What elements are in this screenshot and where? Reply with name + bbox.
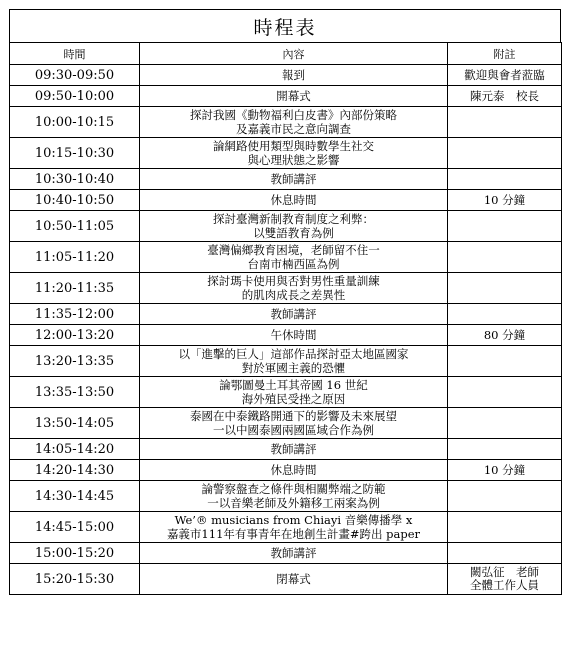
note-cell — [448, 325, 562, 346]
note-cell — [448, 273, 562, 304]
note-cell — [448, 460, 562, 481]
content-cell — [140, 169, 448, 190]
content-cell — [140, 564, 448, 595]
content-line: 探討我國《動物福利白皮書》內部份策略 — [190, 108, 397, 122]
content-line: 論網路使用類型與時數學生社交 — [213, 139, 374, 153]
content-line: 以「進擊的巨人」這部作品探討亞太地區國家 — [178, 347, 409, 361]
table-row — [10, 460, 562, 481]
note-cell — [448, 242, 562, 273]
table-row — [10, 65, 562, 86]
note-cell — [448, 408, 562, 439]
note-line: 10 分鐘 — [483, 192, 526, 207]
content-line: 報到 — [282, 68, 305, 82]
content-cell — [140, 190, 448, 211]
content-cell — [140, 481, 448, 512]
note-cell — [448, 481, 562, 512]
schedule-sheet — [9, 9, 561, 595]
time-cell: 13:35-13:50 — [10, 377, 140, 408]
note-cell — [448, 138, 562, 169]
time-cell: 14:30-14:45 — [10, 481, 140, 512]
content-line: 與心理狀態之影響 — [247, 153, 340, 167]
time-cell: 10:50-11:05 — [10, 211, 140, 242]
content-cell — [140, 107, 448, 138]
note-cell — [448, 304, 562, 325]
note-cell — [448, 512, 562, 543]
content-cell — [140, 273, 448, 304]
content-line: 探討臺灣新制教育制度之利弊： — [213, 212, 374, 226]
content-cell — [140, 138, 448, 169]
content-line: 論警察盤查之條件與相關弊端之防範 — [201, 482, 386, 496]
content-line: 教師講評 — [270, 307, 317, 321]
content-line: 臺灣偏鄉教育困境，老師留不住一 — [207, 243, 380, 257]
content-line: 一以中國泰國兩國區域合作為例 — [213, 423, 374, 437]
schedule-table — [9, 42, 562, 595]
time-cell: 13:20-13:35 — [10, 346, 140, 377]
table-row — [10, 169, 562, 190]
note-cell — [448, 564, 562, 595]
content-line: 台南市楠西區為例 — [247, 257, 340, 271]
time-cell: 12:00-13:20 — [10, 325, 140, 346]
table-row — [10, 190, 562, 211]
content-line: 嘉義市111年有事青年在地創生計畫#跨出 paper — [166, 527, 421, 541]
note-cell — [448, 543, 562, 564]
content-cell — [140, 325, 448, 346]
time-cell: 13:50-14:05 — [10, 408, 140, 439]
table-row — [10, 564, 562, 595]
table-row — [10, 377, 562, 408]
content-line: 的肌肉成長之差異性 — [241, 288, 346, 302]
content-line: 教師講評 — [270, 442, 317, 456]
content-line: 探討瑪卡使用與否對男性重量訓練 — [207, 274, 380, 288]
table-row — [10, 107, 562, 138]
content-cell — [140, 408, 448, 439]
table-row — [10, 408, 562, 439]
time-cell: 15:00-15:20 — [10, 543, 140, 564]
note-cell — [448, 211, 562, 242]
time-cell: 10:00-10:15 — [10, 107, 140, 138]
time-cell: 14:20-14:30 — [10, 460, 140, 481]
table-row — [10, 512, 562, 543]
note-line: 10 分鐘 — [483, 462, 526, 477]
table-row — [10, 211, 562, 242]
time-cell: 10:15-10:30 — [10, 138, 140, 169]
content-cell — [140, 512, 448, 543]
note-line: 歡迎與會者蒞臨 — [464, 67, 545, 82]
content-cell — [140, 242, 448, 273]
note-cell — [448, 346, 562, 377]
time-cell: 10:40-10:50 — [10, 190, 140, 211]
note-cell — [448, 169, 562, 190]
time-cell: 10:30-10:40 — [10, 169, 140, 190]
content-line: 對於軍國主義的恐懼 — [241, 361, 346, 375]
content-cell — [140, 65, 448, 86]
time-cell: 09:30-09:50 — [10, 65, 140, 86]
table-row — [10, 543, 562, 564]
content-line: 休息時間 — [270, 463, 317, 477]
content-line: 休息時間 — [270, 193, 317, 207]
content-line: 教師講評 — [270, 546, 317, 560]
content-cell — [140, 377, 448, 408]
content-line: 教師講評 — [270, 172, 317, 186]
schedule-title: 時程表 — [9, 9, 561, 42]
content-cell — [140, 460, 448, 481]
note-cell — [448, 190, 562, 211]
header-time: 時間 — [10, 43, 140, 65]
note-cell — [448, 377, 562, 408]
content-cell — [140, 211, 448, 242]
content-line: 午休時間 — [270, 328, 317, 342]
table-row — [10, 481, 562, 512]
content-line: 海外殖民受挫之原因 — [241, 392, 346, 406]
table-row — [10, 86, 562, 107]
content-line: 論鄂圖曼土耳其帝國 16 世紀 — [219, 378, 368, 392]
table-row — [10, 439, 562, 460]
time-cell: 14:45-15:00 — [10, 512, 140, 543]
header-note: 附註 — [448, 43, 562, 65]
table-row — [10, 346, 562, 377]
header-content: 內容 — [140, 43, 448, 65]
table-row — [10, 304, 562, 325]
content-cell — [140, 346, 448, 377]
content-cell — [140, 543, 448, 564]
note-line: 全體工作人員 — [470, 578, 539, 592]
content-line: 泰國在中泰鐵路開通下的影響及未來展望 — [190, 409, 397, 423]
content-cell — [140, 304, 448, 325]
time-cell: 15:20-15:30 — [10, 564, 140, 595]
time-cell: 11:35-12:00 — [10, 304, 140, 325]
time-cell: 11:05-11:20 — [10, 242, 140, 273]
content-line: We’® musicians from Chiayi 音樂傳播學 x — [174, 513, 413, 527]
time-cell: 09:50-10:00 — [10, 86, 140, 107]
table-row — [10, 242, 562, 273]
content-line: 及嘉義市民之意向調查 — [236, 122, 351, 136]
table-row — [10, 325, 562, 346]
note-cell — [448, 65, 562, 86]
content-cell — [140, 86, 448, 107]
content-cell — [140, 439, 448, 460]
schedule-body — [10, 65, 562, 595]
note-line: 闕弘征 老師 — [470, 565, 539, 579]
note-cell — [448, 107, 562, 138]
content-line: 以雙語教育為例 — [253, 226, 334, 240]
note-line: 陳元泰 校長 — [470, 88, 539, 103]
content-line: 一以音樂老師及外籍移工兩案為例 — [207, 496, 380, 510]
time-cell: 14:05-14:20 — [10, 439, 140, 460]
header-row — [10, 43, 562, 65]
note-cell — [448, 439, 562, 460]
content-line: 閉幕式 — [276, 572, 311, 586]
note-line: 80 分鐘 — [483, 327, 526, 342]
note-cell — [448, 86, 562, 107]
time-cell: 11:20-11:35 — [10, 273, 140, 304]
table-row — [10, 273, 562, 304]
content-line: 開幕式 — [276, 89, 311, 103]
table-row — [10, 138, 562, 169]
